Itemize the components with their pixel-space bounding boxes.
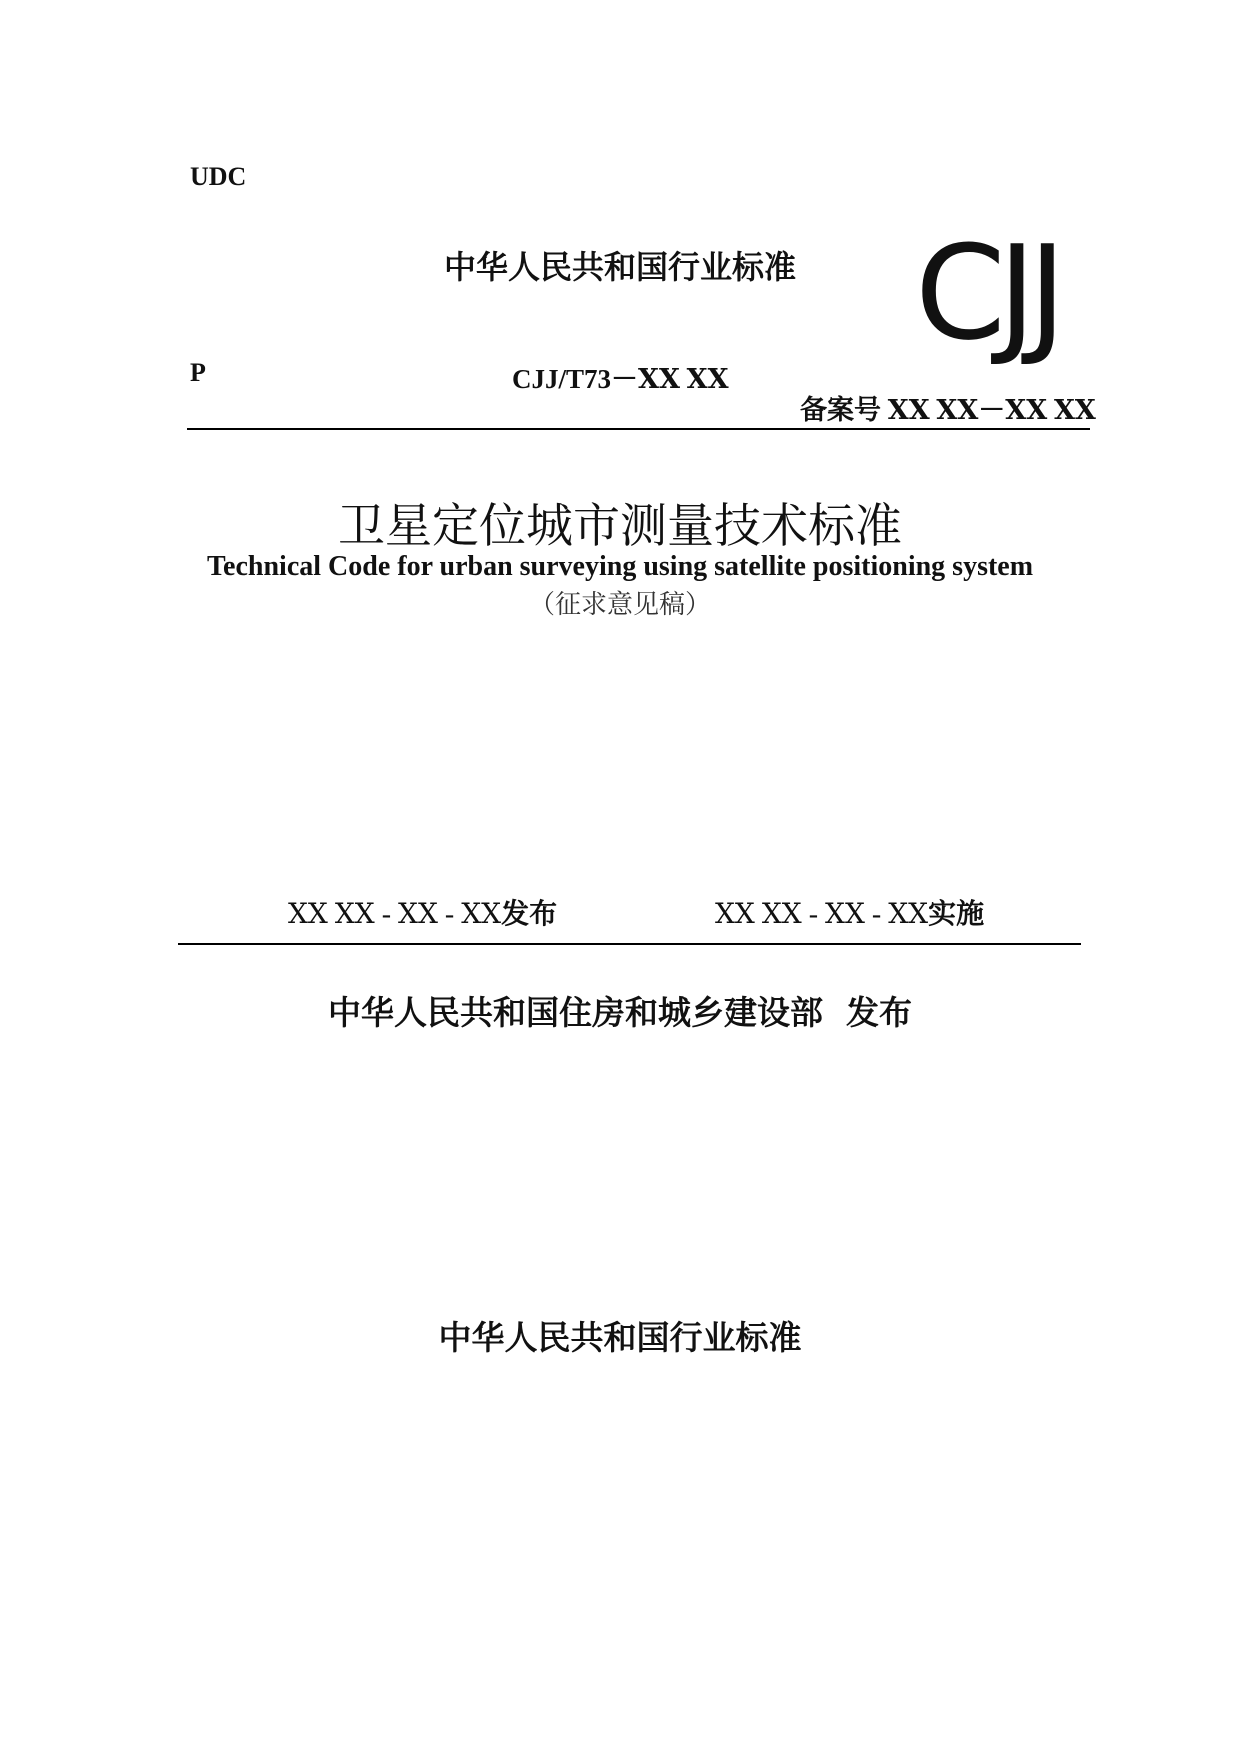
implement-date	[715, 892, 984, 932]
p-label: P	[190, 358, 206, 387]
standard-code: CJJ/T73－ⅩⅩ ⅩⅩ	[512, 364, 729, 394]
publish-label: 发布	[501, 897, 558, 930]
implement-date-value: ⅩⅩ ⅩⅩ - ⅩⅩ - ⅩⅩ	[715, 899, 929, 930]
header-standard-title: 中华人民共和国行业标准	[443, 248, 796, 286]
draft-note: （征求意见稿）	[528, 590, 711, 620]
publish-date	[288, 892, 557, 932]
publish-date-value: ⅩⅩ ⅩⅩ - ⅩⅩ - ⅩⅩ	[288, 899, 502, 930]
implement-label: 实施	[928, 897, 985, 930]
udc-label: UDC	[190, 162, 247, 191]
issuer-line: 中华人民共和国住房和城乡建设部 发布	[328, 993, 912, 1032]
document-title-zh: 卫星定位城市测量技术标准	[338, 499, 902, 554]
filing-value: ⅩⅩ ⅩⅩ－ⅩⅩ ⅩⅩ	[887, 395, 1096, 425]
footer-standard-title: 中华人民共和国行业标准	[438, 1318, 802, 1357]
filing-number	[800, 388, 1096, 427]
filing-label: 备案号	[800, 395, 881, 426]
cjj-logo: CJJ	[915, 217, 1059, 369]
document-title-en: Technical Code for urban surveying using satellite positioning system	[206, 551, 1034, 582]
bottom-divider	[178, 943, 1081, 945]
top-divider	[187, 428, 1090, 430]
